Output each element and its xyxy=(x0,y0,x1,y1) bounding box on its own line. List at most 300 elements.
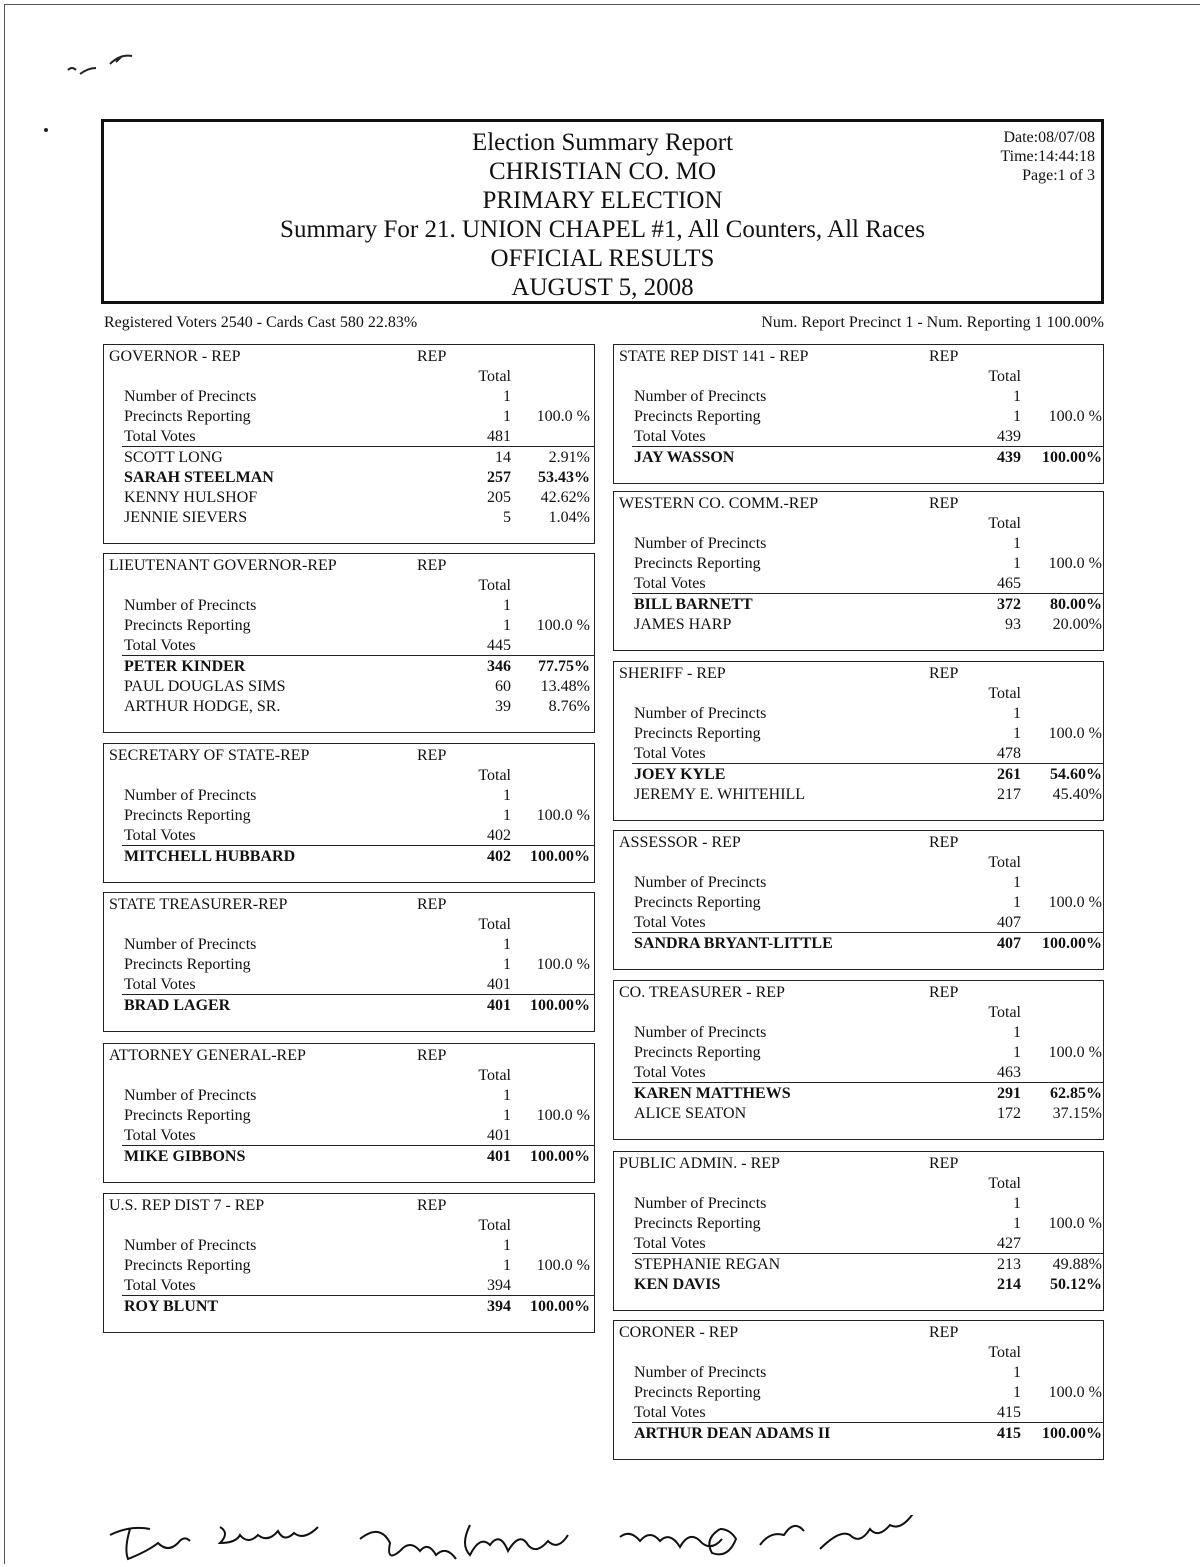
race-row xyxy=(614,1403,1103,1423)
race-row xyxy=(614,893,1103,913)
race-title: WESTERN CO. COMM.-REP xyxy=(619,495,819,512)
race-party: REP xyxy=(417,747,447,764)
candidate-pct: 50.12% xyxy=(1050,1276,1102,1293)
candidate-pct: 42.62% xyxy=(540,489,590,506)
total-header: Total xyxy=(478,767,511,784)
value-total-votes: 407 xyxy=(997,914,1021,931)
value-reporting-pct: 100.0 % xyxy=(1048,555,1102,572)
label-number-of-precincts: Number of Precincts xyxy=(124,597,257,614)
candidate-pct: 2.91% xyxy=(548,449,590,466)
candidate-votes: 407 xyxy=(997,935,1021,952)
race-box xyxy=(103,743,595,883)
value-precincts-reporting: 1 xyxy=(1013,725,1021,742)
candidate-row xyxy=(614,1084,1103,1104)
candidate-name: MITCHELL HUBBARD xyxy=(124,848,296,865)
report-header xyxy=(101,119,1104,304)
value-precincts-reporting: 1 xyxy=(503,807,511,824)
candidate-name: ROY BLUNT xyxy=(124,1298,219,1315)
race-title: ATTORNEY GENERAL-REP xyxy=(109,1047,306,1064)
race-party: REP xyxy=(417,1047,447,1064)
candidate-row xyxy=(104,657,594,677)
value-precincts-reporting: 1 xyxy=(1013,555,1021,572)
label-total-votes: Total Votes xyxy=(124,1127,196,1144)
total-header: Total xyxy=(988,685,1021,702)
label-total-votes: Total Votes xyxy=(634,1404,706,1421)
candidate-row xyxy=(614,1255,1103,1275)
value-total-votes: 478 xyxy=(997,745,1021,762)
value-reporting-pct: 100.0 % xyxy=(536,1107,590,1124)
race-title: CO. TREASURER - REP xyxy=(619,984,785,1001)
value-total-votes: 394 xyxy=(487,1277,511,1294)
race-row xyxy=(104,766,594,786)
value-total-votes: 481 xyxy=(487,428,511,445)
title-line-1: Election Summary Report xyxy=(471,129,734,156)
divider xyxy=(632,446,1103,447)
candidate-votes: 14 xyxy=(495,449,511,466)
divider xyxy=(632,763,1103,764)
value-reporting-pct: 100.0 % xyxy=(536,807,590,824)
divider xyxy=(122,1145,594,1146)
race-title: CORONER - REP xyxy=(619,1324,739,1341)
label-precincts-reporting: Precincts Reporting xyxy=(124,1257,251,1274)
candidate-name: PAUL DOUGLAS SIMS xyxy=(124,678,286,695)
race-box xyxy=(103,553,595,733)
label-number-of-precincts: Number of Precincts xyxy=(124,1087,257,1104)
race-row xyxy=(104,636,594,656)
divider xyxy=(122,994,594,995)
race-row xyxy=(614,1214,1103,1234)
value-reporting-pct: 100.0 % xyxy=(536,617,590,634)
candidate-row xyxy=(104,1147,594,1167)
title-line-3: PRIMARY ELECTION xyxy=(482,187,723,214)
candidate-row xyxy=(104,996,594,1016)
label-number-of-precincts: Number of Precincts xyxy=(124,388,257,405)
candidate-row xyxy=(614,448,1103,468)
value-number-of-precincts: 1 xyxy=(503,597,511,614)
label-total-votes: Total Votes xyxy=(634,1064,706,1081)
candidate-row xyxy=(614,1275,1103,1295)
race-box xyxy=(613,980,1104,1140)
label-number-of-precincts: Number of Precincts xyxy=(634,1364,767,1381)
report-date: Date:08/07/08 xyxy=(1003,129,1095,146)
race-row xyxy=(104,1276,594,1296)
total-header: Total xyxy=(988,368,1021,385)
candidate-name: JAMES HARP xyxy=(634,616,732,633)
candidate-pct: 100.00% xyxy=(1042,449,1102,466)
race-row xyxy=(614,1194,1103,1214)
label-total-votes: Total Votes xyxy=(124,637,196,654)
race-row xyxy=(104,1106,594,1126)
candidate-votes: 402 xyxy=(487,848,511,865)
race-row xyxy=(104,786,594,806)
value-total-votes: 463 xyxy=(997,1064,1021,1081)
candidate-row xyxy=(104,847,594,867)
race-row xyxy=(614,1363,1103,1383)
candidate-name: KEN DAVIS xyxy=(634,1276,721,1293)
candidate-votes: 60 xyxy=(495,678,511,695)
race-title: ASSESSOR - REP xyxy=(619,834,741,851)
race-row xyxy=(614,1063,1103,1083)
title-line-6: AUGUST 5, 2008 xyxy=(511,274,694,301)
race-party: REP xyxy=(417,348,447,365)
race-row xyxy=(614,1343,1103,1363)
candidate-votes: 39 xyxy=(495,698,511,715)
race-row xyxy=(104,826,594,846)
value-number-of-precincts: 1 xyxy=(503,787,511,804)
candidate-pct: 100.00% xyxy=(1042,1425,1102,1442)
candidate-row xyxy=(614,765,1103,785)
candidate-row xyxy=(614,1424,1103,1444)
label-precincts-reporting: Precincts Reporting xyxy=(124,1107,251,1124)
divider xyxy=(632,1422,1103,1423)
race-row xyxy=(104,1046,594,1066)
candidate-row xyxy=(614,934,1103,954)
divider xyxy=(632,593,1103,594)
race-box xyxy=(613,491,1104,651)
candidate-name: JOEY KYLE xyxy=(634,766,726,783)
label-precincts-reporting: Precincts Reporting xyxy=(124,956,251,973)
candidate-pct: 45.40% xyxy=(1052,786,1102,803)
value-number-of-precincts: 1 xyxy=(1013,1024,1021,1041)
candidate-pct: 13.48% xyxy=(540,678,590,695)
race-title: STATE REP DIST 141 - REP xyxy=(619,348,809,365)
total-header: Total xyxy=(988,515,1021,532)
label-number-of-precincts: Number of Precincts xyxy=(634,1195,767,1212)
race-row xyxy=(614,1043,1103,1063)
label-precincts-reporting: Precincts Reporting xyxy=(634,1384,761,1401)
candidate-votes: 213 xyxy=(997,1256,1021,1273)
race-row xyxy=(614,1383,1103,1403)
race-party: REP xyxy=(417,896,447,913)
label-total-votes: Total Votes xyxy=(124,827,196,844)
total-header: Total xyxy=(988,1004,1021,1021)
divider xyxy=(122,1295,594,1296)
candidate-name: JEREMY E. WHITEHILL xyxy=(634,786,806,803)
race-row xyxy=(614,347,1103,367)
candidate-pct: 53.43% xyxy=(538,469,590,486)
label-number-of-precincts: Number of Precincts xyxy=(634,388,767,405)
race-party: REP xyxy=(929,665,959,682)
race-row xyxy=(104,1236,594,1256)
value-precincts-reporting: 1 xyxy=(1013,1044,1021,1061)
candidate-pct: 80.00% xyxy=(1050,596,1102,613)
race-row xyxy=(614,534,1103,554)
race-title: LIEUTENANT GOVERNOR-REP xyxy=(109,557,337,574)
label-number-of-precincts: Number of Precincts xyxy=(634,705,767,722)
value-reporting-pct: 100.0 % xyxy=(1048,1044,1102,1061)
label-number-of-precincts: Number of Precincts xyxy=(124,787,257,804)
precinct-reporting-summary: Num. Report Precinct 1 - Num. Reporting 1 100.00% xyxy=(761,314,1104,331)
registered-voters-summary: Registered Voters 2540 - Cards Cast 580 22.83% xyxy=(104,314,418,331)
candidate-pct: 100.00% xyxy=(530,1148,590,1165)
candidate-votes: 257 xyxy=(487,469,511,486)
total-header: Total xyxy=(478,1067,511,1084)
value-precincts-reporting: 1 xyxy=(1013,408,1021,425)
value-number-of-precincts: 1 xyxy=(1013,535,1021,552)
candidate-name: SCOTT LONG xyxy=(124,449,223,466)
race-row xyxy=(104,895,594,915)
race-row xyxy=(104,387,594,407)
race-title: PUBLIC ADMIN. - REP xyxy=(619,1155,780,1172)
value-precincts-reporting: 1 xyxy=(503,1107,511,1124)
label-precincts-reporting: Precincts Reporting xyxy=(124,617,251,634)
label-total-votes: Total Votes xyxy=(634,1235,706,1252)
race-row xyxy=(104,975,594,995)
candidate-row xyxy=(614,1104,1103,1124)
candidate-pct: 100.00% xyxy=(530,997,590,1014)
value-precincts-reporting: 1 xyxy=(503,408,511,425)
value-total-votes: 445 xyxy=(487,637,511,654)
candidate-votes: 291 xyxy=(997,1085,1021,1102)
race-row xyxy=(614,1323,1103,1343)
race-row xyxy=(614,724,1103,744)
race-row xyxy=(614,494,1103,514)
value-total-votes: 402 xyxy=(487,827,511,844)
candidate-pct: 54.60% xyxy=(1050,766,1102,783)
candidate-votes: 261 xyxy=(997,766,1021,783)
candidate-pct: 100.00% xyxy=(1042,935,1102,952)
race-row xyxy=(614,744,1103,764)
race-row xyxy=(614,407,1103,427)
value-precincts-reporting: 1 xyxy=(1013,1215,1021,1232)
label-number-of-precincts: Number of Precincts xyxy=(124,936,257,953)
race-title: U.S. REP DIST 7 - REP xyxy=(109,1197,265,1214)
candidate-votes: 205 xyxy=(487,489,511,506)
candidate-votes: 217 xyxy=(997,786,1021,803)
value-number-of-precincts: 1 xyxy=(1013,705,1021,722)
race-title: SECRETARY OF STATE-REP xyxy=(109,747,310,764)
race-row xyxy=(614,853,1103,873)
race-party: REP xyxy=(929,834,959,851)
race-row xyxy=(614,833,1103,853)
race-box xyxy=(613,1151,1104,1311)
candidate-name: ALICE SEATON xyxy=(634,1105,747,1122)
race-title: STATE TREASURER-REP xyxy=(109,896,288,913)
race-box xyxy=(103,892,595,1032)
race-row xyxy=(104,806,594,826)
race-row xyxy=(104,596,594,616)
total-header: Total xyxy=(478,577,511,594)
candidate-votes: 401 xyxy=(487,997,511,1014)
value-number-of-precincts: 1 xyxy=(1013,1195,1021,1212)
total-header: Total xyxy=(988,1344,1021,1361)
divider xyxy=(122,845,594,846)
value-number-of-precincts: 1 xyxy=(503,388,511,405)
value-number-of-precincts: 1 xyxy=(1013,388,1021,405)
report-meta xyxy=(1000,128,1095,185)
race-row xyxy=(614,1234,1103,1254)
value-reporting-pct: 100.0 % xyxy=(536,956,590,973)
value-number-of-precincts: 1 xyxy=(1013,1364,1021,1381)
value-reporting-pct: 100.0 % xyxy=(1048,408,1102,425)
candidate-pct: 49.88% xyxy=(1052,1256,1102,1273)
race-row xyxy=(104,576,594,596)
race-row xyxy=(104,1126,594,1146)
label-precincts-reporting: Precincts Reporting xyxy=(634,1044,761,1061)
candidate-row xyxy=(104,508,594,528)
race-row xyxy=(104,1256,594,1276)
race-row xyxy=(614,664,1103,684)
race-row xyxy=(614,873,1103,893)
candidate-pct: 62.85% xyxy=(1050,1085,1102,1102)
race-row xyxy=(104,556,594,576)
value-number-of-precincts: 1 xyxy=(503,1237,511,1254)
label-total-votes: Total Votes xyxy=(634,914,706,931)
race-party: REP xyxy=(929,1324,959,1341)
race-row xyxy=(104,407,594,427)
race-party: REP xyxy=(417,1197,447,1214)
title-line-2: CHRISTIAN CO. MO xyxy=(488,158,717,185)
race-row xyxy=(104,935,594,955)
label-number-of-precincts: Number of Precincts xyxy=(634,535,767,552)
value-reporting-pct: 100.0 % xyxy=(1048,894,1102,911)
candidate-row xyxy=(104,468,594,488)
candidate-pct: 100.00% xyxy=(530,848,590,865)
candidate-votes: 5 xyxy=(503,509,511,526)
candidate-votes: 214 xyxy=(997,1276,1021,1293)
candidate-row xyxy=(104,677,594,697)
candidate-name: KENNY HULSHOF xyxy=(124,489,258,506)
candidate-row xyxy=(614,595,1103,615)
label-total-votes: Total Votes xyxy=(634,745,706,762)
divider xyxy=(632,1082,1103,1083)
candidate-votes: 439 xyxy=(997,449,1021,466)
candidate-row xyxy=(104,697,594,717)
candidate-row xyxy=(104,1297,594,1317)
scan-dot xyxy=(44,128,48,132)
value-total-votes: 439 xyxy=(997,428,1021,445)
candidate-name: ARTHUR DEAN ADAMS II xyxy=(634,1425,831,1442)
divider xyxy=(632,1253,1103,1254)
race-party: REP xyxy=(929,984,959,1001)
race-row xyxy=(614,514,1103,534)
candidate-name: STEPHANIE REGAN xyxy=(634,1256,781,1273)
value-total-votes: 427 xyxy=(997,1235,1021,1252)
candidate-pct: 20.00% xyxy=(1052,616,1102,633)
label-precincts-reporting: Precincts Reporting xyxy=(634,555,761,572)
value-precincts-reporting: 1 xyxy=(503,1257,511,1274)
value-precincts-reporting: 1 xyxy=(503,617,511,634)
race-box xyxy=(103,1193,595,1333)
race-row xyxy=(614,983,1103,1003)
value-reporting-pct: 100.0 % xyxy=(536,1257,590,1274)
value-reporting-pct: 100.0 % xyxy=(1048,725,1102,742)
report-title xyxy=(104,128,1101,302)
race-row xyxy=(104,1086,594,1106)
total-header: Total xyxy=(478,916,511,933)
candidate-votes: 394 xyxy=(487,1298,511,1315)
candidate-row xyxy=(104,488,594,508)
race-box xyxy=(613,344,1104,484)
candidate-name: BRAD LAGER xyxy=(124,997,231,1014)
value-reporting-pct: 100.0 % xyxy=(536,408,590,425)
label-total-votes: Total Votes xyxy=(124,428,196,445)
candidate-votes: 93 xyxy=(1005,616,1021,633)
candidate-votes: 346 xyxy=(487,658,511,675)
race-box xyxy=(613,1320,1104,1460)
divider xyxy=(632,932,1103,933)
race-box xyxy=(103,1043,595,1183)
value-precincts-reporting: 1 xyxy=(503,956,511,973)
label-precincts-reporting: Precincts Reporting xyxy=(124,408,251,425)
title-line-5: OFFICIAL RESULTS xyxy=(490,245,715,272)
value-total-votes: 415 xyxy=(997,1404,1021,1421)
candidate-name: SARAH STEELMAN xyxy=(124,469,274,486)
race-row xyxy=(104,347,594,367)
candidate-votes: 172 xyxy=(997,1105,1021,1122)
candidate-name: KAREN MATTHEWS xyxy=(634,1085,791,1102)
candidate-votes: 401 xyxy=(487,1148,511,1165)
value-total-votes: 401 xyxy=(487,976,511,993)
value-total-votes: 465 xyxy=(997,575,1021,592)
race-row xyxy=(614,684,1103,704)
label-number-of-precincts: Number of Precincts xyxy=(634,1024,767,1041)
race-title: SHERIFF - REP xyxy=(619,665,726,682)
candidate-name: JENNIE SIEVERS xyxy=(124,509,248,526)
label-number-of-precincts: Number of Precincts xyxy=(634,874,767,891)
candidate-row xyxy=(614,785,1103,805)
race-row xyxy=(614,1003,1103,1023)
candidate-pct: 1.04% xyxy=(548,509,590,526)
race-row xyxy=(104,427,594,447)
pen-mark-icon xyxy=(62,48,142,88)
candidate-pct: 77.75% xyxy=(538,658,590,675)
candidate-row xyxy=(104,448,594,468)
race-row xyxy=(104,616,594,636)
divider xyxy=(122,446,594,447)
race-box xyxy=(103,344,595,544)
total-header: Total xyxy=(478,1217,511,1234)
total-header: Total xyxy=(988,1175,1021,1192)
label-number-of-precincts: Number of Precincts xyxy=(124,1237,257,1254)
race-row xyxy=(614,427,1103,447)
race-party: REP xyxy=(929,495,959,512)
title-line-4: Summary For 21. UNION CHAPEL #1, All Counters, All Races xyxy=(280,216,925,243)
value-precincts-reporting: 1 xyxy=(1013,1384,1021,1401)
race-box xyxy=(613,661,1104,821)
total-header: Total xyxy=(988,854,1021,871)
race-title: GOVERNOR - REP xyxy=(109,348,241,365)
race-row xyxy=(614,704,1103,724)
candidate-row xyxy=(614,615,1103,635)
value-reporting-pct: 100.0 % xyxy=(1048,1384,1102,1401)
value-number-of-precincts: 1 xyxy=(1013,874,1021,891)
label-precincts-reporting: Precincts Reporting xyxy=(124,807,251,824)
report-page: Page:1 of 3 xyxy=(1022,167,1095,184)
race-row xyxy=(614,367,1103,387)
race-row xyxy=(614,574,1103,594)
label-total-votes: Total Votes xyxy=(124,1277,196,1294)
label-precincts-reporting: Precincts Reporting xyxy=(634,1215,761,1232)
candidate-pct: 37.15% xyxy=(1052,1105,1102,1122)
candidate-name: PETER KINDER xyxy=(124,658,246,675)
candidate-name: BILL BARNETT xyxy=(634,596,753,613)
value-number-of-precincts: 1 xyxy=(503,936,511,953)
race-row xyxy=(104,915,594,935)
race-row xyxy=(614,1023,1103,1043)
race-row xyxy=(104,955,594,975)
candidate-votes: 415 xyxy=(997,1425,1021,1442)
label-precincts-reporting: Precincts Reporting xyxy=(634,894,761,911)
value-total-votes: 401 xyxy=(487,1127,511,1144)
label-precincts-reporting: Precincts Reporting xyxy=(634,725,761,742)
race-party: REP xyxy=(929,1155,959,1172)
report-time: Time:14:44:18 xyxy=(1000,148,1095,165)
race-row xyxy=(614,387,1103,407)
candidate-name: ARTHUR HODGE, SR. xyxy=(124,698,281,715)
race-party: REP xyxy=(929,348,959,365)
candidate-votes: 372 xyxy=(997,596,1021,613)
